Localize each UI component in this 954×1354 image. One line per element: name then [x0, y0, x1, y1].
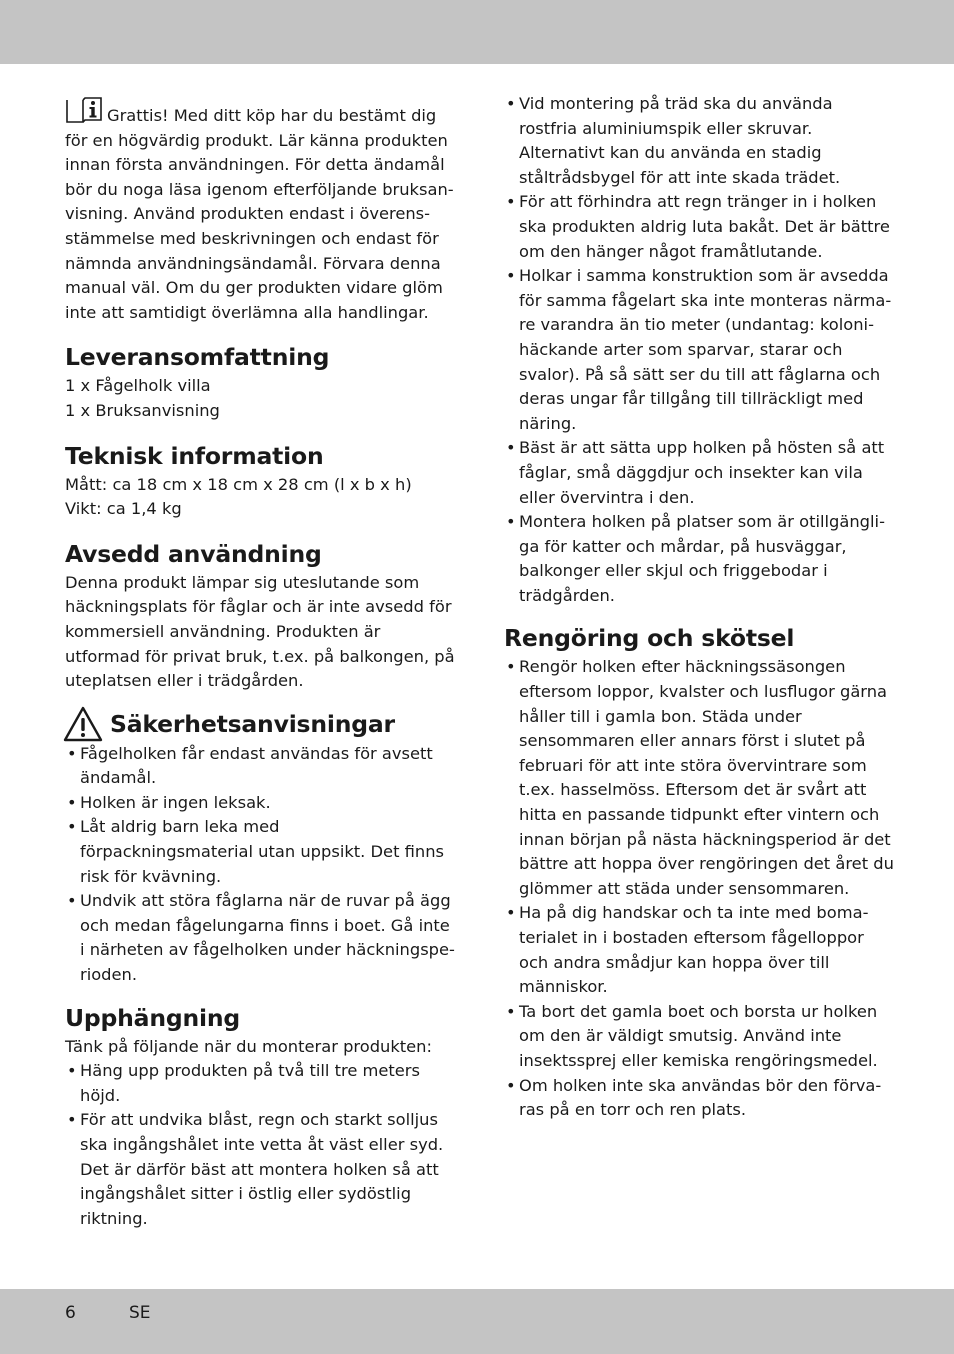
list-item: • Om holken inte ska användas bör den förvaras på en torr och ren plats.: [504, 1074, 894, 1123]
list-item: • Häng upp produkten på två till tre meters höjd.: [65, 1059, 455, 1108]
list-item: • Montera holken på platser som är otillgängliga för katter och mårdar, på husväggar, balkonger eller skjul och friggebodar i trädgården.: [504, 510, 894, 608]
list-item: • Rengör holken efter häckningssäsongen eftersom loppor, kvalster och lusflugor gärna håller till i gamla bon. Städa under sensommaren eller annars först i slutet på februari för att inte störa övervintrare som t.ex. hasselmöss. Eftersom det är svårt att hitta en passande tidpunkt efter vintern och innan början på nästa häckningsperiod är det bättre att hoppa över rengöringen det året du glömmer att städa under sensommaren.: [504, 655, 894, 901]
sakerhet-heading-row: [65, 706, 455, 742]
avsedd-text: Denna produkt lämpar sig uteslutande som häckningsplats för fåglar och är inte avsedd för kommersiell användning. Produkten är utformad för privat bruk, t.ex. på balkongen, på uteplatsen eller i trädgården.: [65, 572, 455, 691]
list-item: • För att undvika blåst, regn och starkt solljus ska ingångshålet inte vetta åt väst eller syd. Det är därför bäst att montera holken så att ingångshålet sitter i östlig eller sydöstlig riktning.: [65, 1108, 455, 1231]
intro-text: Grattis! Med ditt köp har du bestämt dig för en högvärdig produkt. Lär känna produkten innan första användningen. För detta ändamål bör du noga läsa igenom efterföljande bruksanvisning. Använd produkten endast i överensstämmelse med beskrivningen och endast för nämnda användningsändamål. Förvara denna manual väl. Om du ger produkten vidare glöm inte att samtidigt överlämna alla handlingar.: [65, 106, 454, 322]
left-column: [65, 94, 455, 1231]
info-book-icon: [65, 96, 103, 124]
rengoring-heading: Rengöring och skötsel: [504, 624, 795, 653]
language-code: SE: [129, 1303, 151, 1323]
leverans-line: 1 x Fågelholk villa: [65, 376, 211, 396]
list-item: • Vid montering på träd ska du använda rostfria aluminiumspik eller skruvar. Alternativt kan du använda en stadig ståltrådsbygel för att inte skada trädet.: [504, 92, 894, 190]
list-item: • Undvik att störa fåglarna när de ruvar på ägg och medan fågelungarna finns i boet. Gå inte i närheten av fågelholken under häckningsperioden.: [65, 889, 455, 987]
header-bar: [0, 0, 954, 64]
avsedd-heading: Avsedd användning: [65, 539, 322, 568]
list-item: • Ha på dig handskar och ta inte med bomaterialet in i bostaden eftersom fågelloppor och andra smådjur kan hoppa över till människor.: [504, 901, 894, 999]
intro-paragraph: [65, 96, 455, 325]
list-item: • Ta bort det gamla boet och borsta ur holken om den är väldigt smutsig. Använd inte insektssprej eller kemiska rengöringsmedel.: [504, 1000, 894, 1074]
upphangning-list-right: [504, 92, 894, 608]
teknisk-line: Vikt: ca 1,4 kg: [65, 499, 182, 519]
leverans-heading: Leveransomfattning: [65, 343, 330, 372]
page-number: 6: [65, 1303, 76, 1323]
warning-triangle-icon: [63, 706, 103, 742]
upphangning-list-left: [65, 1059, 455, 1231]
rengoring-list: [504, 655, 894, 1122]
list-item: • Holken är ingen leksak.: [65, 791, 455, 816]
list-item: • Fågelholken får endast användas för avsett ändamål.: [65, 742, 455, 791]
upphangning-heading: Upphängning: [65, 1003, 241, 1032]
teknisk-line: Mått: ca 18 cm x 18 cm x 28 cm (l x b x h): [65, 474, 412, 494]
list-item: • Holkar i samma konstruktion som är avsedda för samma fågelart ska inte monteras närmare varandra än tio meter (undantag: kolonihäckande arter som sparvar, starar och svalor). På så sätt ser du till att fåglarna och deras ungar får tillgång till tillräckligt med näring.: [504, 264, 894, 436]
leverans-line: 1 x Bruksanvisning: [65, 400, 220, 420]
list-item: • Låt aldrig barn leka med förpackningsmaterial utan uppsikt. Det finns risk för kvävning.: [65, 815, 455, 889]
teknisk-heading: Teknisk information: [65, 441, 324, 470]
list-item: • Bäst är att sätta upp holken på hösten så att fåglar, små däggdjur och insekter kan vila eller övervintra i den.: [504, 436, 894, 510]
upphangning-intro: Tänk på följande när du monterar produkten:: [65, 1036, 432, 1056]
sakerhet-heading: Säkerhetsanvisningar: [110, 709, 395, 738]
list-item: • För att förhindra att regn tränger in i holken ska produkten aldrig luta bakåt. Det är bättre om den hänger något framåtlutande.: [504, 190, 894, 264]
sakerhet-list: [65, 742, 455, 988]
right-column: [504, 92, 894, 1123]
